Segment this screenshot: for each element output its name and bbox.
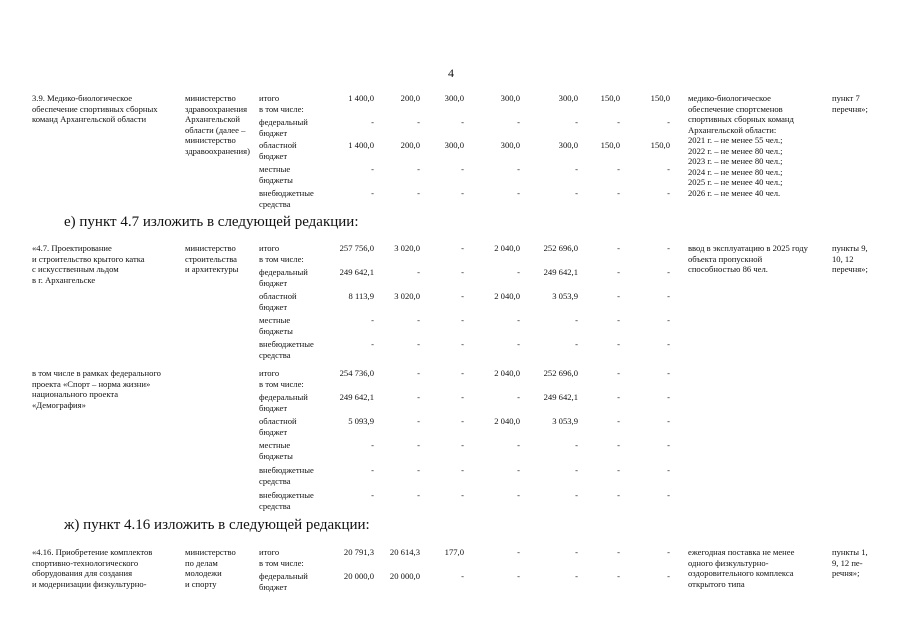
cell: 2 040,0 (494, 291, 520, 301)
page-number: 4 (448, 66, 454, 80)
cell: - (617, 267, 620, 277)
cell: - (575, 440, 578, 450)
source-label: областной бюджет (259, 140, 297, 161)
cell: - (667, 368, 670, 378)
source-label: областной бюджет (259, 416, 297, 437)
section-heading-e: е) пункт 4.7 изложить в следующей редакции: (64, 214, 359, 230)
cell: - (417, 440, 420, 450)
cell: - (517, 188, 520, 198)
cell: 150,0 (600, 93, 620, 103)
cell: - (667, 490, 670, 500)
cell: - (417, 392, 420, 402)
cell: 257 756,0 (339, 243, 374, 253)
cell: 300,0 (444, 93, 464, 103)
cell: - (667, 339, 670, 349)
cell: - (617, 547, 620, 557)
cell: 20 000,0 (343, 571, 374, 581)
item-executor: министерство строительства и архитектуры (185, 243, 239, 274)
cell: 1 400,0 (348, 140, 374, 150)
cell: - (667, 117, 670, 127)
item-result: медико-биологическое обеспечение спортсменов спортивных сборных команд Архангельской области: 2021 г. – не менее 55 чел.; 2022 г. – не менее 80 чел.; 2023 г. – не менее 80 чел.; 2024 г. – не менее 80 чел.; 2025 г. – не менее 40 чел.; 2026 г. – не менее 40 чел. (688, 93, 794, 198)
cell: - (461, 392, 464, 402)
cell: - (517, 440, 520, 450)
item-name: «4.16. Приобретение комплектов спортивно-технологического оборудования для создания и модернизации физкультурно- (32, 547, 153, 589)
cell: 150,0 (600, 140, 620, 150)
cell: 2 040,0 (494, 243, 520, 253)
cell: - (667, 416, 670, 426)
cell: - (517, 547, 520, 557)
cell: - (517, 490, 520, 500)
cell: - (517, 465, 520, 475)
source-label: федеральный бюджет (259, 571, 308, 592)
cell: - (517, 571, 520, 581)
cell: - (371, 440, 374, 450)
cell: 3 020,0 (394, 243, 420, 253)
cell: - (517, 117, 520, 127)
cell: 8 113,9 (348, 291, 374, 301)
cell: - (575, 490, 578, 500)
cell: 177,0 (444, 547, 464, 557)
cell: - (667, 267, 670, 277)
source-label: федеральный бюджет (259, 392, 308, 413)
item-result: ежегодная поставка не менее одного физкультурно- оздоровительного комплекса открытого типа (688, 547, 795, 589)
cell: - (417, 117, 420, 127)
cell: - (667, 440, 670, 450)
cell: - (667, 392, 670, 402)
cell: - (667, 315, 670, 325)
cell: - (461, 315, 464, 325)
cell: - (417, 267, 420, 277)
cell: - (617, 315, 620, 325)
cell: - (617, 368, 620, 378)
cell: 3 020,0 (394, 291, 420, 301)
cell: - (667, 291, 670, 301)
cell: - (371, 315, 374, 325)
source-label: итого в том числе: (259, 243, 304, 264)
cell: 300,0 (500, 93, 520, 103)
source-label: итого в том числе: (259, 547, 304, 568)
cell: 150,0 (650, 93, 670, 103)
cell: - (417, 188, 420, 198)
cell: - (417, 465, 420, 475)
source-label: внебюджетные средства (259, 188, 314, 209)
cell: - (667, 164, 670, 174)
cell: - (667, 465, 670, 475)
source-label: федеральный бюджет (259, 117, 308, 138)
cell: 300,0 (444, 140, 464, 150)
cell: - (461, 490, 464, 500)
cell: - (371, 465, 374, 475)
cell: - (617, 243, 620, 253)
cell: - (371, 117, 374, 127)
source-label: местные бюджеты (259, 440, 293, 461)
cell: - (667, 547, 670, 557)
cell: - (517, 392, 520, 402)
cell: 20 614,3 (389, 547, 420, 557)
cell: 5 093,9 (348, 416, 374, 426)
cell: - (461, 416, 464, 426)
cell: 300,0 (558, 140, 578, 150)
cell: - (461, 188, 464, 198)
cell: - (371, 339, 374, 349)
cell: 249 642,1 (339, 267, 374, 277)
item-name: «4.7. Проектирование и строительство крытого катка с искусственным льдом в г. Архангельске (32, 243, 145, 285)
source-label: внебюджетные средства (259, 339, 314, 360)
cell: - (617, 188, 620, 198)
cell: - (461, 243, 464, 253)
source-label: итого в том числе: (259, 93, 304, 114)
source-label: областной бюджет (259, 291, 297, 312)
cell: 3 053,9 (552, 291, 578, 301)
cell: 150,0 (650, 140, 670, 150)
cell: - (617, 416, 620, 426)
cell: - (417, 164, 420, 174)
cell: - (667, 243, 670, 253)
source-label: местные бюджеты (259, 315, 293, 336)
item-name: в том числе в рамках федерального проекта «Спорт – норма жизни» национального проекта «Демография» (32, 368, 161, 410)
cell: - (371, 188, 374, 198)
cell: - (667, 188, 670, 198)
cell: - (517, 164, 520, 174)
cell: - (575, 164, 578, 174)
cell: - (461, 440, 464, 450)
cell: - (617, 392, 620, 402)
cell: - (575, 547, 578, 557)
cell: 252 696,0 (543, 368, 578, 378)
source-label: итого в том числе: (259, 368, 304, 389)
cell: - (517, 339, 520, 349)
item-result: ввод в эксплуатацию в 2025 году объекта пропускной способностью 86 чел. (688, 243, 808, 274)
item-reference: пункты 9, 10, 12 перечня»; (832, 243, 868, 274)
item-name: 3.9. Медико-биологическое обеспечение спортивных сборных команд Архангельской области (32, 93, 158, 124)
cell: - (461, 291, 464, 301)
cell: - (617, 440, 620, 450)
cell: 300,0 (558, 93, 578, 103)
cell: - (667, 571, 670, 581)
cell: - (575, 315, 578, 325)
item-executor: министерство здравоохранения Архангельской области (далее – министерство здравоохранения) (185, 93, 250, 156)
cell: - (417, 339, 420, 349)
cell: - (417, 416, 420, 426)
cell: - (461, 465, 464, 475)
cell: 252 696,0 (543, 243, 578, 253)
cell: - (575, 339, 578, 349)
cell: - (517, 315, 520, 325)
cell: - (617, 117, 620, 127)
cell: - (461, 117, 464, 127)
cell: 249 642,1 (543, 392, 578, 402)
cell: - (575, 571, 578, 581)
cell: 254 736,0 (339, 368, 374, 378)
cell: - (575, 188, 578, 198)
cell: 249 642,1 (339, 392, 374, 402)
cell: 2 040,0 (494, 416, 520, 426)
source-label: внебюджетные средства (259, 490, 314, 511)
cell: - (517, 267, 520, 277)
cell: 300,0 (500, 140, 520, 150)
cell: - (461, 368, 464, 378)
cell: 20 000,0 (389, 571, 420, 581)
cell: - (461, 267, 464, 277)
cell: - (575, 465, 578, 475)
cell: - (417, 368, 420, 378)
cell: - (461, 164, 464, 174)
cell: - (371, 164, 374, 174)
source-label: федеральный бюджет (259, 267, 308, 288)
cell: - (617, 164, 620, 174)
source-label: внебюджетные средства (259, 465, 314, 486)
item-executor: министерство по делам молодежи и спорту (185, 547, 236, 589)
cell: - (617, 339, 620, 349)
item-reference: пункты 1, 9, 12 пе- речня»; (832, 547, 868, 578)
cell: 20 791,3 (343, 547, 374, 557)
cell: 1 400,0 (348, 93, 374, 103)
cell: - (461, 339, 464, 349)
cell: 200,0 (400, 140, 420, 150)
cell: - (371, 490, 374, 500)
cell: - (617, 571, 620, 581)
cell: - (461, 571, 464, 581)
cell: - (617, 291, 620, 301)
cell: - (417, 490, 420, 500)
section-heading-zh: ж) пункт 4.16 изложить в следующей редакции: (64, 517, 370, 533)
cell: - (417, 315, 420, 325)
cell: 3 053,9 (552, 416, 578, 426)
cell: 249 642,1 (543, 267, 578, 277)
cell: - (617, 490, 620, 500)
cell: - (575, 117, 578, 127)
source-label: местные бюджеты (259, 164, 293, 185)
cell: - (617, 465, 620, 475)
cell: 200,0 (400, 93, 420, 103)
item-reference: пункт 7 перечня»; (832, 93, 868, 114)
cell: 2 040,0 (494, 368, 520, 378)
